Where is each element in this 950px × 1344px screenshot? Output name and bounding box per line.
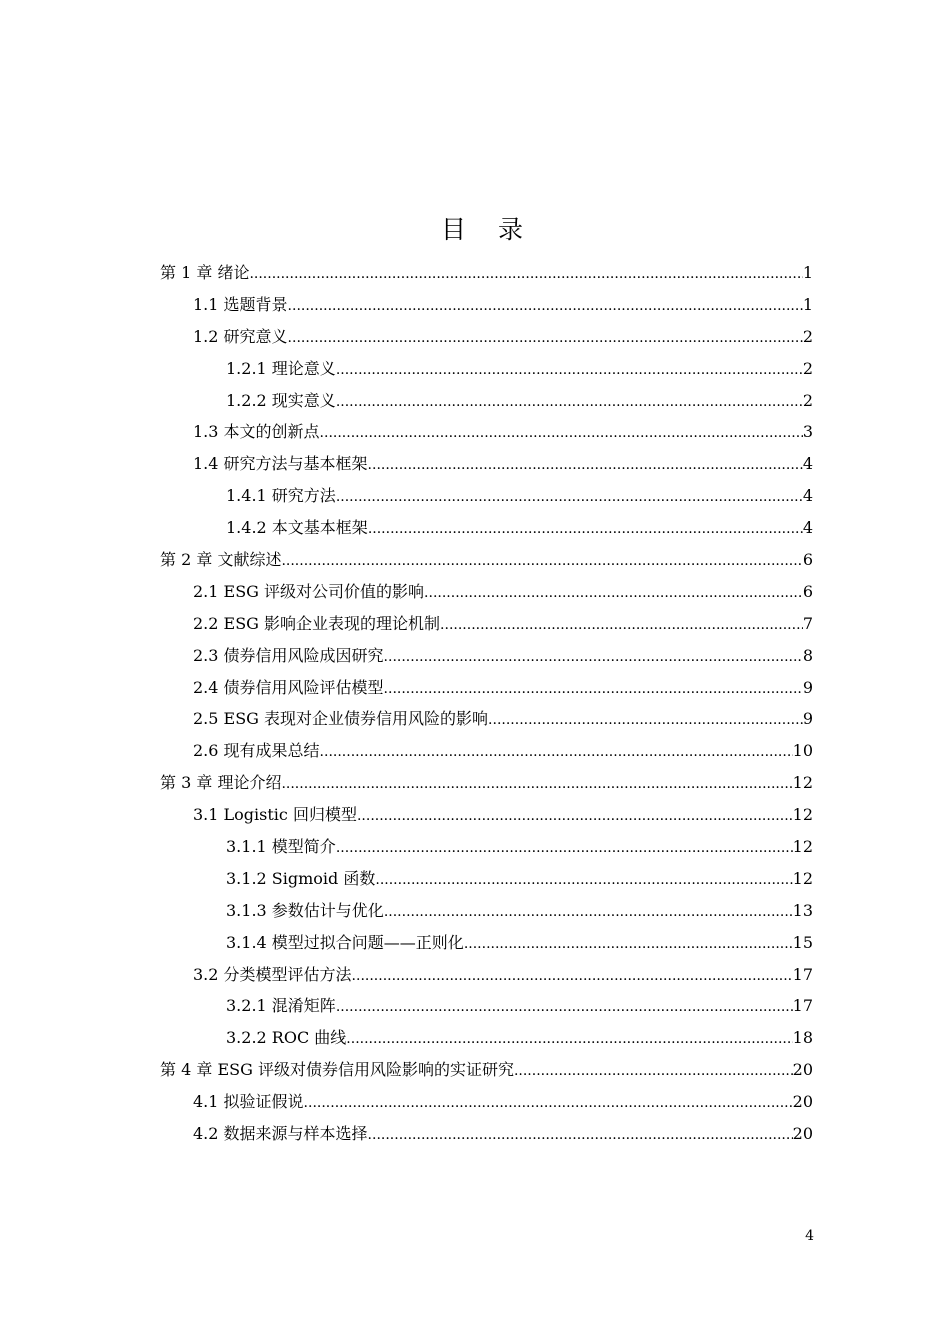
toc-dot-leader — [384, 642, 803, 674]
toc-entry[interactable] — [160, 735, 813, 767]
toc-entry-label: 3.2 分类模型评估方法 — [193, 964, 352, 984]
toc-entry[interactable] — [160, 767, 813, 799]
toc-entry-label: 4.2 数据来源与样本选择 — [193, 1124, 368, 1144]
toc-entry-label: 2.4 债券信用风险评估模型 — [193, 677, 384, 697]
toc-entry-label: 第 3 章 理论介绍 — [160, 773, 282, 793]
toc-entry-page: 20 — [792, 1092, 813, 1112]
toc-entry-page: 17 — [792, 996, 813, 1016]
toc-entry-label: 3.1.2 Sigmoid 函数 — [226, 868, 376, 888]
toc-entry[interactable] — [160, 703, 813, 735]
toc-dot-leader — [288, 291, 803, 323]
toc-entry[interactable] — [160, 1086, 813, 1118]
toc-dot-leader — [304, 1088, 793, 1120]
toc-entry-label: 第 4 章 ESG 评级对债券信用风险影响的实证研究 — [160, 1060, 514, 1080]
toc-dot-leader — [384, 897, 793, 929]
toc-dot-leader — [281, 769, 792, 801]
toc-dot-leader — [352, 961, 793, 993]
toc-entry-label: 1.4.2 本文基本框架 — [226, 518, 368, 538]
toc-entry-page: 6 — [802, 550, 813, 570]
toc-entry[interactable] — [160, 480, 813, 512]
toc-entry[interactable] — [160, 353, 813, 385]
toc-entry-page: 20 — [792, 1060, 813, 1080]
toc-entry[interactable] — [160, 927, 813, 959]
toc-dot-leader — [440, 610, 803, 642]
toc-entry-page: 2 — [802, 358, 813, 378]
toc-entry-label: 3.1.1 模型简介 — [226, 837, 336, 857]
toc-entry-label: 1.4 研究方法与基本框架 — [193, 454, 368, 474]
toc-entry[interactable] — [160, 863, 813, 895]
toc-entry-label: 3.1 Logistic 回归模型 — [193, 805, 357, 825]
toc-entry-page: 4 — [802, 486, 813, 506]
toc-entry[interactable] — [160, 289, 813, 321]
toc-entry-page: 2 — [802, 390, 813, 410]
toc-entry[interactable] — [160, 321, 813, 353]
toc-entry-label: 2.5 ESG 表现对企业债券信用风险的影响 — [193, 709, 489, 729]
toc-entry-page: 17 — [792, 964, 813, 984]
toc-entry-page: 20 — [792, 1124, 813, 1144]
toc-entry-page: 7 — [802, 613, 813, 633]
toc-entry[interactable] — [160, 895, 813, 927]
toc-entry-label: 1.3 本文的创新点 — [193, 422, 320, 442]
toc-entry[interactable] — [160, 1118, 813, 1150]
toc-dot-leader — [357, 801, 793, 833]
toc-entry-label: 3.2.2 ROC 曲线 — [226, 1028, 347, 1048]
toc-dot-leader — [514, 1056, 793, 1088]
toc-title: 目 录 — [441, 215, 535, 244]
toc-dot-leader — [336, 387, 803, 419]
toc-entry-label: 2.2 ESG 影响企业表现的理论机制 — [193, 613, 441, 633]
toc-entry-label: 第 2 章 文献综述 — [160, 550, 282, 570]
toc-entry-label: 4.1 拟验证假说 — [193, 1092, 304, 1112]
toc-entry[interactable] — [160, 576, 813, 608]
toc-dot-leader — [249, 259, 802, 291]
toc-entry[interactable] — [160, 640, 813, 672]
toc-entry-page: 3 — [802, 422, 813, 442]
toc-entry-page: 4 — [802, 518, 813, 538]
toc-entry-label: 2.6 现有成果总结 — [193, 741, 320, 761]
toc-dot-leader — [336, 992, 793, 1024]
toc-entry-page: 1 — [802, 263, 813, 282]
toc-dot-leader — [375, 865, 792, 897]
toc-dot-leader — [384, 674, 803, 706]
toc-dot-leader — [336, 833, 793, 865]
toc-dot-leader — [281, 546, 802, 578]
toc-entry-page: 1 — [802, 294, 813, 314]
toc-entry-label: 2.3 债券信用风险成因研究 — [193, 645, 384, 665]
toc-entry-page: 12 — [792, 773, 813, 793]
toc-entry-label: 2.1 ESG 评级对公司价值的影响 — [193, 581, 425, 601]
toc-entry-label: 1.4.1 研究方法 — [226, 486, 336, 506]
toc-dot-leader — [368, 450, 803, 482]
toc-entry-label: 1.2.1 理论意义 — [226, 358, 336, 378]
toc-entry-page: 9 — [802, 709, 813, 729]
toc-entry[interactable] — [160, 672, 813, 704]
toc-dot-leader — [336, 355, 803, 387]
page-number: 4 — [805, 1228, 814, 1244]
toc-dot-leader — [320, 737, 793, 769]
toc-entry-label: 第 1 章 绪论 — [160, 263, 250, 282]
toc-dot-leader — [288, 323, 803, 355]
toc-entry-page: 2 — [802, 326, 813, 346]
toc-entry[interactable] — [160, 799, 813, 831]
toc-dot-leader — [464, 929, 793, 961]
toc-entry[interactable] — [160, 257, 813, 289]
toc-entry-page: 18 — [792, 1028, 813, 1048]
toc-entry-page: 4 — [802, 454, 813, 474]
toc-entry-page: 12 — [792, 868, 813, 888]
toc-entry-page: 6 — [802, 581, 813, 601]
toc-entry-page: 13 — [792, 900, 813, 920]
toc-entry[interactable] — [160, 959, 813, 991]
toc-entry-page: 10 — [792, 741, 813, 761]
toc-entry-label: 3.1.4 模型过拟合问题——正则化 — [226, 932, 464, 952]
toc-dot-leader — [424, 578, 803, 610]
toc-entry[interactable] — [160, 990, 813, 1022]
toc-dot-leader — [320, 418, 803, 450]
toc-entry[interactable] — [160, 512, 813, 544]
toc-list — [160, 257, 813, 1150]
toc-dot-leader — [336, 482, 803, 514]
toc-entry-page: 12 — [792, 837, 813, 857]
toc-entry-label: 1.2.2 现实意义 — [226, 390, 336, 410]
toc-entry[interactable] — [160, 385, 813, 417]
toc-entry-label: 1.1 选题背景 — [193, 294, 288, 314]
toc-entry-page: 9 — [802, 677, 813, 697]
toc-dot-leader — [368, 1120, 793, 1152]
toc-entry[interactable] — [160, 1054, 813, 1086]
toc-entry-label: 3.2.1 混淆矩阵 — [226, 996, 336, 1016]
toc-entry[interactable] — [160, 416, 813, 448]
toc-entry[interactable] — [160, 544, 813, 576]
toc-dot-leader — [488, 705, 803, 737]
toc-entry-page: 8 — [802, 645, 813, 665]
toc-entry[interactable] — [160, 831, 813, 863]
toc-dot-leader — [368, 514, 803, 546]
toc-entry-label: 1.2 研究意义 — [193, 326, 288, 346]
toc-entry[interactable] — [160, 448, 813, 480]
toc-entry-page: 12 — [792, 805, 813, 825]
toc-entry-page: 15 — [792, 932, 813, 952]
toc-entry[interactable] — [160, 608, 813, 640]
toc-entry-label: 3.1.3 参数估计与优化 — [226, 900, 384, 920]
toc-entry[interactable] — [160, 1022, 813, 1054]
toc-dot-leader — [346, 1024, 792, 1056]
